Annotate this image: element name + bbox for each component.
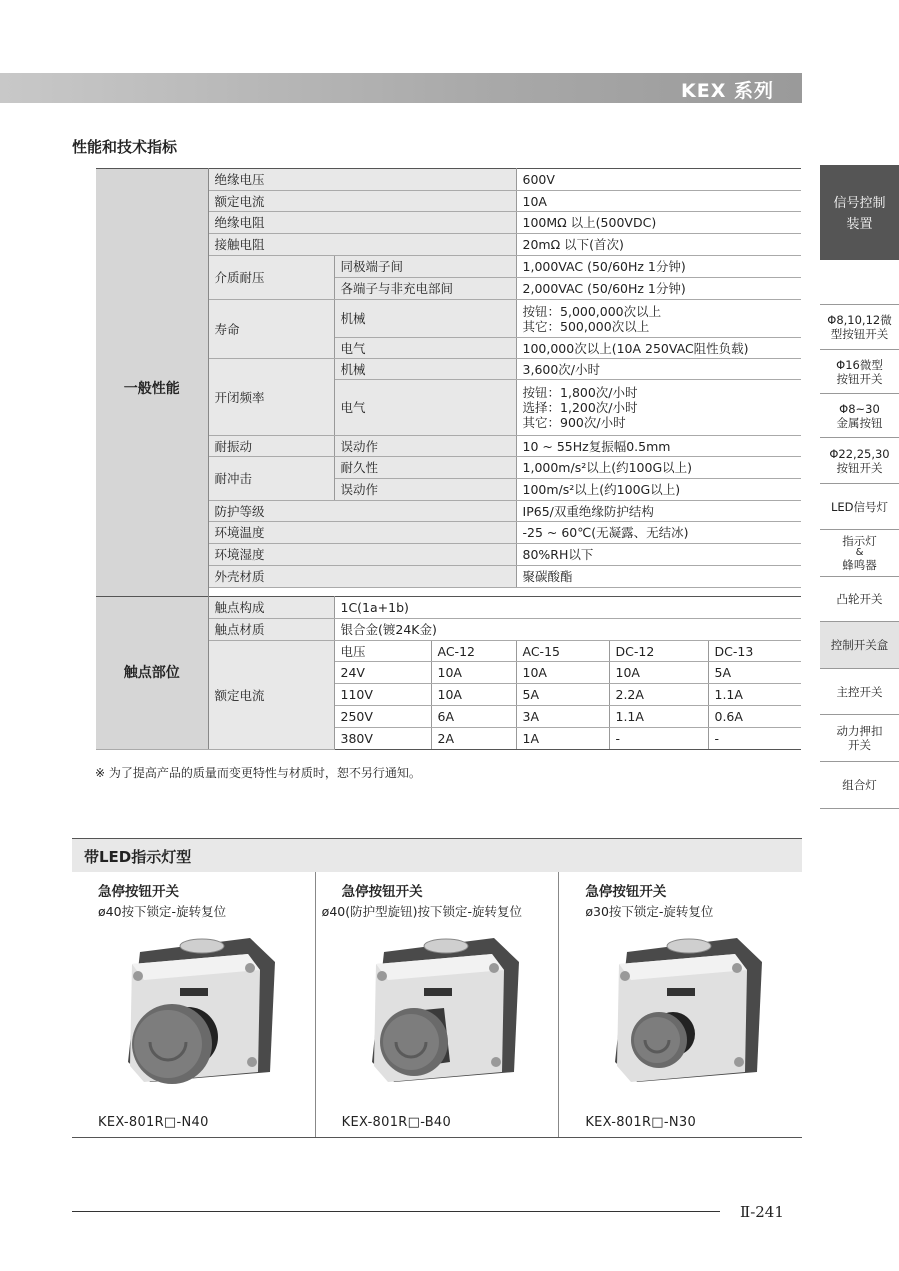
- row-value: 3,600次/小时: [516, 359, 801, 380]
- rated-head: 电压: [334, 641, 431, 662]
- product-model: KEX-801R□-N30: [585, 1115, 697, 1130]
- rated-head: DC-13: [708, 641, 801, 662]
- row-label: 绝缘电压: [208, 169, 516, 191]
- rated-cell: 0.6A: [708, 706, 801, 728]
- product-name: 急停按钮开关: [98, 884, 179, 900]
- row-value: [516, 380, 801, 436]
- row-label: 触点构成: [208, 597, 334, 619]
- row-value: 2,000VAC (50/60Hz 1分钟): [516, 278, 801, 300]
- page-number: Ⅱ-241: [740, 1203, 784, 1221]
- row-sublabel: 同极端子间: [334, 256, 516, 278]
- rated-head: AC-12: [431, 641, 516, 662]
- tab-label: Φ8~30: [839, 401, 880, 416]
- row-sublabel: 机械: [334, 300, 516, 338]
- rated-cell: 10A: [431, 662, 516, 684]
- row-value: 1,000VAC (50/60Hz 1分钟): [516, 256, 801, 278]
- tab-label: Φ22,25,30: [829, 446, 890, 461]
- tab-label: 动力押扣: [836, 724, 883, 738]
- value-line: 其它：500,000次以上: [522, 318, 650, 334]
- row-value: 600V: [516, 169, 801, 191]
- row-label: 触点材质: [208, 619, 334, 641]
- row-label: 寿命: [208, 300, 334, 359]
- tab-spacer: [820, 260, 899, 305]
- value-line: 按钮：5,000,000次以上: [522, 303, 662, 319]
- rated-cell: -: [609, 728, 708, 750]
- rated-cell: 5A: [516, 684, 609, 706]
- row-label: 介质耐压: [208, 256, 334, 300]
- series-header-bar: [0, 73, 802, 103]
- tab-label: 控制开关盒: [830, 638, 889, 652]
- product-desc: ø30按下锁定-旋转复位: [585, 904, 714, 919]
- tab-item[interactable]: [820, 530, 899, 577]
- row-sublabel: 误动作: [334, 479, 516, 501]
- row-value: 聚碳酸酯: [516, 566, 801, 588]
- tab-label: 金属按钮: [836, 415, 883, 430]
- tab-label: 主控开关: [836, 684, 883, 699]
- row-label: 耐振动: [208, 436, 334, 457]
- tab-label: 指示灯: [842, 534, 877, 548]
- tab-item[interactable]: [820, 484, 899, 530]
- rated-cell: 1.1A: [609, 706, 708, 728]
- group-contact: 触点部位: [96, 597, 208, 750]
- product-model: KEX-801R□-B40: [341, 1115, 452, 1130]
- side-tabs: [820, 165, 899, 809]
- emergency-stop-box-image: [110, 932, 280, 1102]
- row-label: 额定电流: [208, 641, 334, 750]
- row-value: 100m/s²以上(约100G以上): [516, 479, 801, 501]
- row-label: 环境温度: [208, 522, 516, 544]
- tab-item[interactable]: [820, 669, 899, 715]
- rated-cell: 3A: [516, 706, 609, 728]
- product-model: KEX-801R□-N40: [98, 1115, 209, 1130]
- tab-label: 型按钮开关: [830, 327, 889, 341]
- tab-active[interactable]: [820, 165, 899, 260]
- rated-cell: 5A: [708, 662, 801, 684]
- row-value: 1C(1a+1b): [334, 597, 801, 619]
- row-value: 10A: [516, 191, 801, 212]
- table-row: [96, 169, 801, 191]
- tab-item[interactable]: [820, 438, 899, 484]
- rated-cell: -: [708, 728, 801, 750]
- tab-label: 按钮开关: [836, 460, 883, 475]
- value-line: 按钮：1,800次/小时: [522, 385, 638, 400]
- row-value: [516, 300, 801, 338]
- tab-label: &: [855, 547, 864, 558]
- row-value: 20mΩ 以下(首次): [516, 234, 801, 256]
- tab-item[interactable]: [820, 394, 899, 438]
- tab-item[interactable]: [820, 305, 899, 350]
- rated-cell: 1.1A: [708, 684, 801, 706]
- row-value: 银合金(镀24K金): [334, 619, 801, 641]
- tab-label: 信号控制: [833, 196, 886, 211]
- table-row: [96, 597, 801, 619]
- row-value: 10 ~ 55Hz复振幅0.5mm: [516, 436, 801, 457]
- tab-label: Φ16微型: [836, 357, 883, 372]
- tab-label: 装置: [846, 217, 873, 232]
- products-header: 带LED指示灯型: [72, 838, 802, 872]
- tab-label: 组合灯: [842, 778, 877, 792]
- emergency-stop-box-image: [354, 932, 524, 1102]
- row-label: 环境湿度: [208, 544, 516, 566]
- product-card[interactable]: [72, 872, 316, 1137]
- section-title: 性能和技术指标: [72, 138, 178, 156]
- row-sublabel: 误动作: [334, 436, 516, 457]
- rated-head: DC-12: [609, 641, 708, 662]
- product-card[interactable]: [316, 872, 560, 1137]
- rated-cell: 24V: [334, 662, 431, 684]
- rated-cell: 10A: [431, 684, 516, 706]
- rated-cell: 2.2A: [609, 684, 708, 706]
- row-sublabel: 电气: [334, 338, 516, 359]
- emergency-stop-box-image: [597, 932, 767, 1102]
- tab-item[interactable]: [820, 350, 899, 394]
- row-sublabel: 各端子与非充电部间: [334, 278, 516, 300]
- row-value: IP65/双重绝缘防护结构: [516, 501, 801, 522]
- value-line: 选择：1,200次/小时: [522, 400, 638, 415]
- contact-table: [96, 596, 801, 750]
- value-line: 其它：900次/小时: [522, 415, 626, 430]
- row-label: 绝缘电阻: [208, 212, 516, 234]
- tab-label: 开关: [848, 738, 871, 752]
- tab-label: 按钮开关: [836, 371, 883, 386]
- row-sublabel: 耐久性: [334, 457, 516, 479]
- row-label: 开闭频率: [208, 359, 334, 436]
- row-label: 耐冲击: [208, 457, 334, 501]
- rated-cell: 250V: [334, 706, 431, 728]
- tab-item[interactable]: [820, 715, 899, 762]
- tab-label: Φ8,10,12微: [827, 313, 892, 327]
- rated-cell: 10A: [609, 662, 708, 684]
- row-value: -25 ~ 60℃(无凝露、无结冰): [516, 522, 801, 544]
- row-value: 1,000m/s²以上(约100G以上): [516, 457, 801, 479]
- series-title: KEX 系列: [681, 80, 774, 102]
- row-value: 80%RH以下: [516, 544, 801, 566]
- footnote: ※ 为了提高产品的质量而变更特性与材质时，恕不另行通知。: [95, 766, 421, 780]
- row-value: 100MΩ 以上(500VDC): [516, 212, 801, 234]
- rated-cell: 1A: [516, 728, 609, 750]
- tab-label: LED信号灯: [830, 499, 889, 514]
- tab-item[interactable]: [820, 577, 899, 622]
- product-card[interactable]: [559, 872, 802, 1137]
- product-name: 急停按钮开关: [585, 884, 667, 900]
- tab-item[interactable]: [820, 622, 899, 669]
- product-desc: ø40(防护型旋钮)按下锁定-旋转复位: [321, 904, 522, 919]
- product-name: 急停按钮开关: [341, 884, 423, 900]
- row-sublabel: 电气: [334, 380, 516, 436]
- products-row: [72, 872, 802, 1138]
- tab-label: 蜂鸣器: [842, 558, 877, 572]
- group-general: 一般性能: [96, 169, 208, 610]
- row-sublabel: 机械: [334, 359, 516, 380]
- tab-item[interactable]: [820, 762, 899, 809]
- rated-cell: 6A: [431, 706, 516, 728]
- rated-cell: 2A: [431, 728, 516, 750]
- row-label: 接触电阻: [208, 234, 516, 256]
- rated-head: AC-15: [516, 641, 609, 662]
- tab-label: 凸轮开关: [836, 592, 883, 606]
- rated-cell: 110V: [334, 684, 431, 706]
- footer-rule: [72, 1211, 720, 1212]
- row-label: 防护等级: [208, 501, 516, 522]
- row-value: 100,000次以上(10A 250VAC阻性负载): [516, 338, 801, 359]
- product-desc: ø40按下锁定-旋转复位: [98, 904, 227, 919]
- rated-cell: 380V: [334, 728, 431, 750]
- spec-table: [96, 168, 801, 610]
- row-label: 外壳材质: [208, 566, 516, 588]
- rated-cell: 10A: [516, 662, 609, 684]
- row-label: 额定电流: [208, 191, 516, 212]
